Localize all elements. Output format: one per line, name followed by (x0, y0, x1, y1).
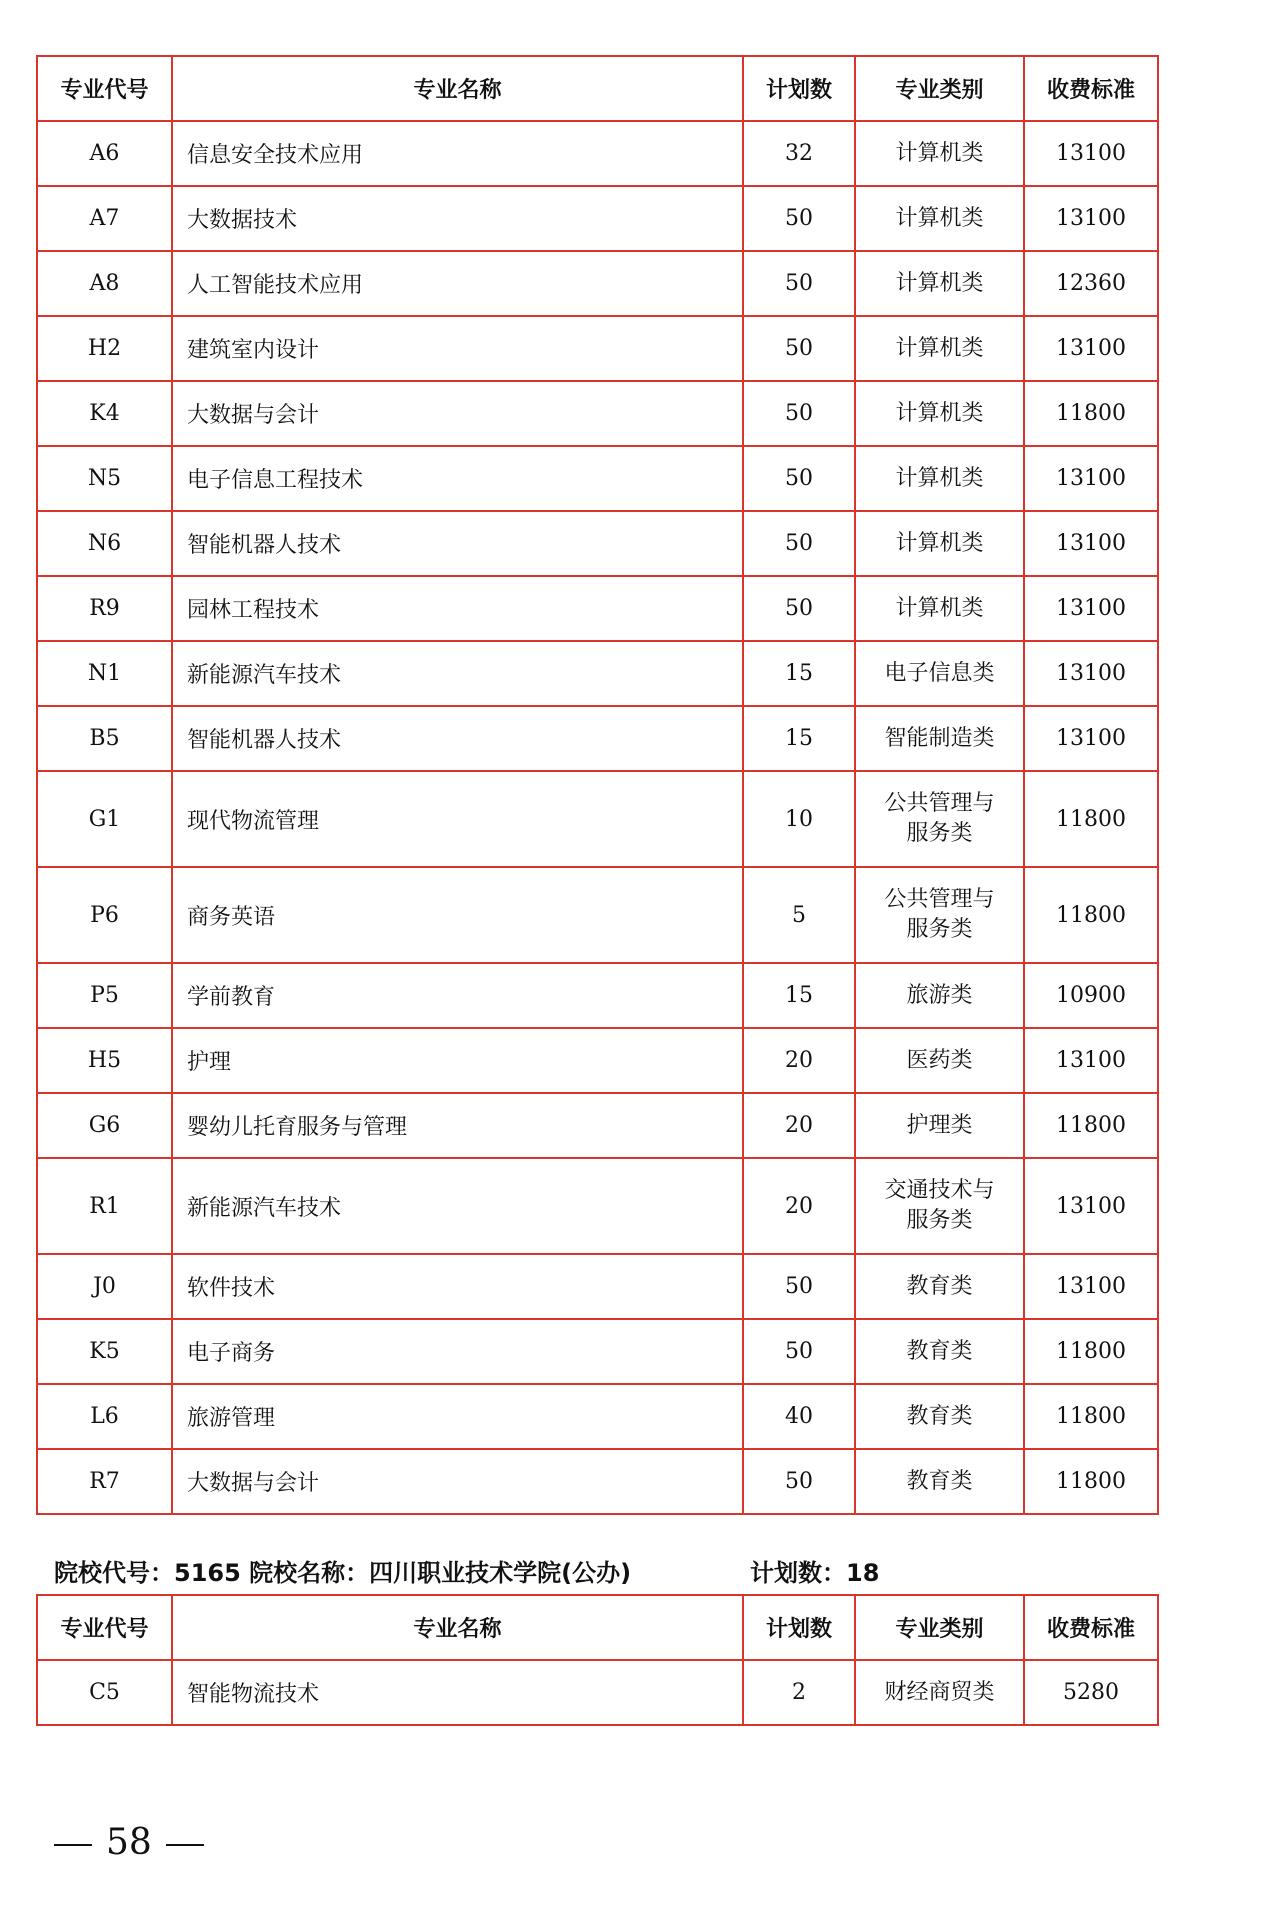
school-info-line (54, 1556, 880, 1590)
cell-category (855, 1254, 1024, 1319)
category-line: 服务类 (906, 821, 973, 846)
cell-name: 智能物流技术 (172, 1660, 743, 1725)
cell-plan: 50 (743, 1319, 855, 1384)
cell-fee: 11800 (1024, 381, 1158, 446)
cell-plan: 2 (743, 1660, 855, 1725)
cell-code: P5 (37, 963, 172, 1028)
category-line: 计算机类 (895, 205, 984, 231)
category-line: 计算机类 (895, 465, 984, 491)
cell-name: 大数据与会计 (172, 1449, 743, 1514)
cell-plan: 32 (743, 121, 855, 186)
cell-name: 智能机器人技术 (172, 511, 743, 576)
cell-name: 大数据与会计 (172, 381, 743, 446)
cell-fee: 13100 (1024, 186, 1158, 251)
cell-category (855, 1384, 1024, 1449)
header-fee: 收费标准 (1024, 56, 1158, 121)
cell-category (855, 771, 1024, 867)
cell-fee: 11800 (1024, 1384, 1158, 1449)
category-line: 计算机类 (895, 400, 984, 426)
cell-code: L6 (37, 1384, 172, 1449)
cell-fee: 13100 (1024, 576, 1158, 641)
cell-plan: 15 (743, 706, 855, 771)
table-row (37, 251, 1158, 316)
cell-plan: 10 (743, 771, 855, 867)
cell-category (855, 706, 1024, 771)
cell-fee: 13100 (1024, 706, 1158, 771)
cell-code: N6 (37, 511, 172, 576)
table-row (37, 641, 1158, 706)
table-row (37, 1093, 1158, 1158)
cell-code: N1 (37, 641, 172, 706)
header-code: 专业代号 (37, 56, 172, 121)
category-line: 医药类 (906, 1047, 973, 1073)
header-fee: 收费标准 (1024, 1595, 1158, 1660)
category-line: 计算机类 (895, 595, 984, 621)
cell-plan: 50 (743, 186, 855, 251)
table-row (37, 1384, 1158, 1449)
cell-category (855, 1093, 1024, 1158)
cell-category (855, 446, 1024, 511)
cell-plan: 15 (743, 963, 855, 1028)
cell-name: 信息安全技术应用 (172, 121, 743, 186)
table-row (37, 1319, 1158, 1384)
category-line: 电子信息类 (884, 660, 995, 686)
cell-fee: 13100 (1024, 511, 1158, 576)
category-line: 教育类 (906, 1468, 973, 1494)
cell-plan: 50 (743, 1254, 855, 1319)
cell-category (855, 1449, 1024, 1514)
category-line: 计算机类 (895, 140, 984, 166)
category-line: 公共管理与 (884, 791, 995, 816)
cell-code: A8 (37, 251, 172, 316)
cell-code: R1 (37, 1158, 172, 1254)
category-line: 计算机类 (895, 335, 984, 361)
dash-left (54, 1844, 92, 1846)
cell-fee: 12360 (1024, 251, 1158, 316)
cell-name: 电子信息工程技术 (172, 446, 743, 511)
table-row (37, 121, 1158, 186)
page-number-text: 58 (106, 1822, 152, 1863)
cell-code: H5 (37, 1028, 172, 1093)
cell-name: 现代物流管理 (172, 771, 743, 867)
category-line: 计算机类 (895, 530, 984, 556)
cell-code: R7 (37, 1449, 172, 1514)
cell-plan: 50 (743, 576, 855, 641)
table-row (37, 381, 1158, 446)
cell-plan: 40 (743, 1384, 855, 1449)
enrollment-table-2 (36, 1594, 1159, 1726)
enrollment-table-1 (36, 55, 1159, 1515)
cell-plan: 50 (743, 1449, 855, 1514)
category-line: 护理类 (906, 1112, 973, 1138)
header-plan: 计划数 (743, 1595, 855, 1660)
category-line: 交通技术与 (884, 1178, 995, 1203)
cell-code: N5 (37, 446, 172, 511)
cell-fee: 11800 (1024, 867, 1158, 963)
table-header-row (37, 1595, 1158, 1660)
cell-code: R9 (37, 576, 172, 641)
cell-code: G6 (37, 1093, 172, 1158)
cell-fee: 13100 (1024, 121, 1158, 186)
cell-code: A6 (37, 121, 172, 186)
cell-code: H2 (37, 316, 172, 381)
cell-name: 智能机器人技术 (172, 706, 743, 771)
cell-name: 建筑室内设计 (172, 316, 743, 381)
cell-plan: 15 (743, 641, 855, 706)
table-row (37, 576, 1158, 641)
cell-plan: 20 (743, 1093, 855, 1158)
category-line: 服务类 (906, 1208, 973, 1233)
cell-plan: 5 (743, 867, 855, 963)
category-line: 教育类 (906, 1403, 973, 1429)
cell-name: 新能源汽车技术 (172, 641, 743, 706)
cell-fee: 10900 (1024, 963, 1158, 1028)
category-line: 财经商贸类 (884, 1679, 995, 1705)
cell-plan: 20 (743, 1028, 855, 1093)
cell-fee: 13100 (1024, 1254, 1158, 1319)
table-row (37, 186, 1158, 251)
table-row (37, 446, 1158, 511)
header-name: 专业名称 (172, 56, 743, 121)
cell-category (855, 1660, 1024, 1725)
header-category: 专业类别 (855, 56, 1024, 121)
table-row (37, 771, 1158, 867)
cell-plan: 50 (743, 381, 855, 446)
table-row (37, 1254, 1158, 1319)
school-plan-count: 计划数：18 (750, 1559, 880, 1587)
header-plan: 计划数 (743, 56, 855, 121)
cell-plan: 50 (743, 251, 855, 316)
cell-name: 商务英语 (172, 867, 743, 963)
table-row (37, 1449, 1158, 1514)
category-line: 公共管理与 (884, 887, 995, 912)
cell-name: 护理 (172, 1028, 743, 1093)
cell-fee: 13100 (1024, 316, 1158, 381)
cell-name: 学前教育 (172, 963, 743, 1028)
cell-fee: 13100 (1024, 641, 1158, 706)
table-row (37, 316, 1158, 381)
table-row (37, 706, 1158, 771)
cell-name: 软件技术 (172, 1254, 743, 1319)
table-row (37, 1158, 1158, 1254)
cell-code: A7 (37, 186, 172, 251)
cell-category (855, 1158, 1024, 1254)
cell-name: 婴幼儿托育服务与管理 (172, 1093, 743, 1158)
cell-name: 电子商务 (172, 1319, 743, 1384)
table-row (37, 867, 1158, 963)
cell-category (855, 511, 1024, 576)
table-row (37, 1660, 1158, 1725)
cell-fee: 11800 (1024, 1319, 1158, 1384)
cell-plan: 50 (743, 446, 855, 511)
category-line: 教育类 (906, 1338, 973, 1364)
school-info: 院校代号：5165 院校名称：四川职业技术学院(公办) (54, 1559, 632, 1587)
cell-fee: 13100 (1024, 446, 1158, 511)
cell-fee: 11800 (1024, 771, 1158, 867)
cell-code: B5 (37, 706, 172, 771)
dash-right (166, 1844, 204, 1846)
cell-category (855, 641, 1024, 706)
cell-code: J0 (37, 1254, 172, 1319)
cell-plan: 50 (743, 511, 855, 576)
cell-category (855, 381, 1024, 446)
header-code: 专业代号 (37, 1595, 172, 1660)
cell-fee: 5280 (1024, 1660, 1158, 1725)
cell-name: 旅游管理 (172, 1384, 743, 1449)
cell-name: 人工智能技术应用 (172, 251, 743, 316)
category-line: 旅游类 (906, 982, 973, 1008)
cell-plan: 20 (743, 1158, 855, 1254)
category-line: 智能制造类 (884, 725, 995, 751)
category-line: 服务类 (906, 917, 973, 942)
table-row (37, 511, 1158, 576)
cell-category (855, 186, 1024, 251)
category-line: 教育类 (906, 1273, 973, 1299)
table-row (37, 963, 1158, 1028)
cell-category (855, 316, 1024, 381)
cell-name: 园林工程技术 (172, 576, 743, 641)
cell-plan: 50 (743, 316, 855, 381)
cell-code: K4 (37, 381, 172, 446)
cell-category (855, 576, 1024, 641)
cell-category (855, 1028, 1024, 1093)
cell-category (855, 121, 1024, 186)
table-header-row (37, 56, 1158, 121)
header-category: 专业类别 (855, 1595, 1024, 1660)
cell-code: C5 (37, 1660, 172, 1725)
cell-category (855, 963, 1024, 1028)
cell-fee: 13100 (1024, 1158, 1158, 1254)
cell-code: P6 (37, 867, 172, 963)
table-body (37, 1660, 1158, 1725)
cell-code: K5 (37, 1319, 172, 1384)
cell-category (855, 251, 1024, 316)
cell-category (855, 867, 1024, 963)
category-line: 计算机类 (895, 270, 984, 296)
cell-code: G1 (37, 771, 172, 867)
cell-fee: 11800 (1024, 1449, 1158, 1514)
cell-name: 大数据技术 (172, 186, 743, 251)
page-number (54, 1822, 218, 1863)
cell-name: 新能源汽车技术 (172, 1158, 743, 1254)
cell-fee: 11800 (1024, 1093, 1158, 1158)
table-body (37, 121, 1158, 1514)
header-name: 专业名称 (172, 1595, 743, 1660)
cell-fee: 13100 (1024, 1028, 1158, 1093)
table-row (37, 1028, 1158, 1093)
cell-category (855, 1319, 1024, 1384)
